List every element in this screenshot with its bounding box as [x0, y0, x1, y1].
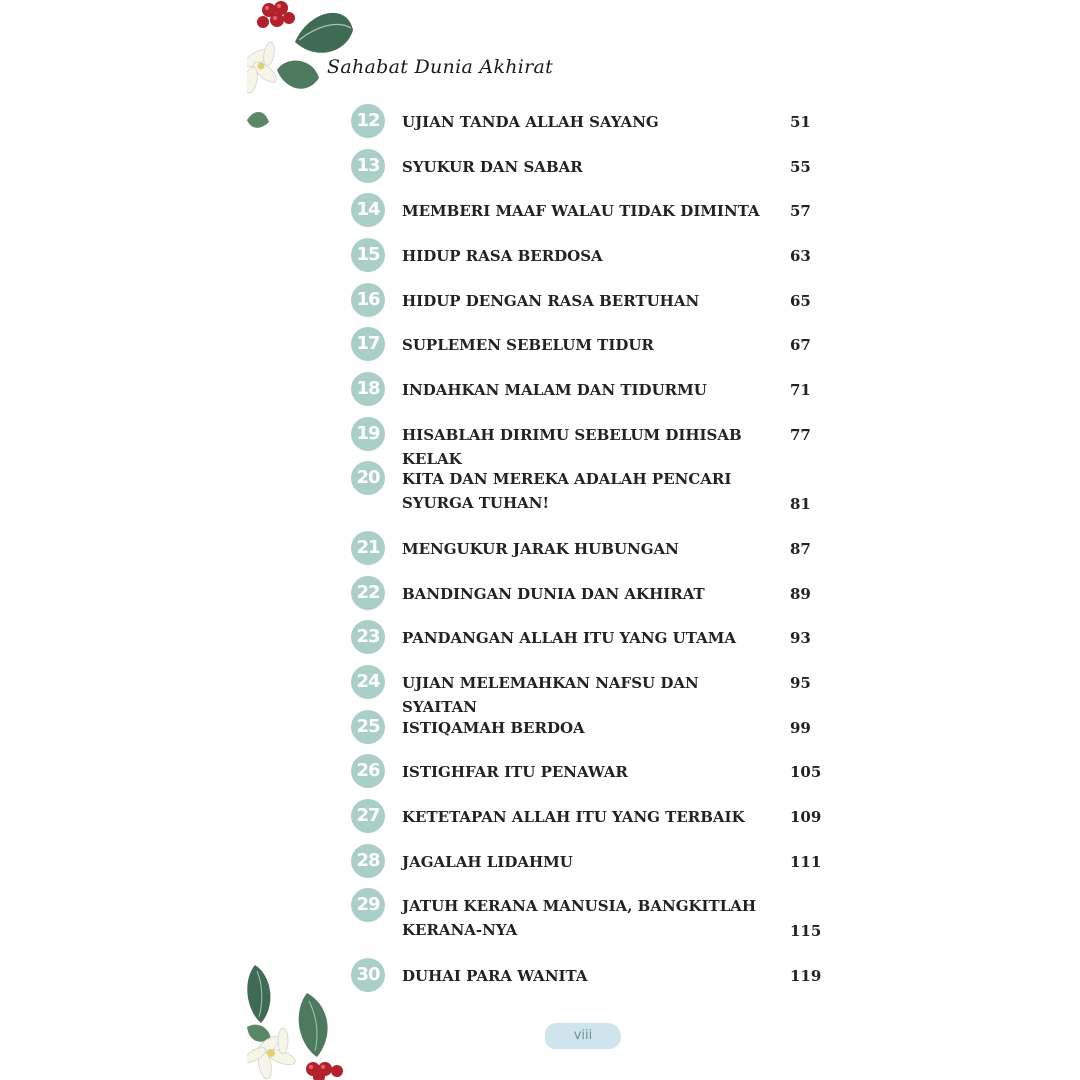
chapter-number-badge: 17	[351, 327, 385, 361]
chapter-page-number: 93	[790, 629, 811, 647]
chapter-title: HIDUP RASA BERDOSA	[402, 247, 603, 265]
chapter-page-number: 71	[790, 381, 811, 399]
chapter-page-number: 87	[790, 540, 811, 558]
chapter-title: DUHAI PARA WANITA	[402, 967, 588, 985]
chapter-page-number: 109	[790, 808, 822, 826]
chapter-number-badge: 16	[351, 283, 385, 317]
chapter-title: UJIAN MELEMAHKAN NAFSU DAN SYAITAN	[402, 674, 699, 716]
chapter-title: BANDINGAN DUNIA DAN AKHIRAT	[402, 585, 705, 603]
chapter-number-badge: 26	[351, 754, 385, 788]
chapter-number-badge: 18	[351, 372, 385, 406]
chapter-title: JAGALAH LIDAHMU	[402, 853, 573, 871]
chapter-title: KITA DAN MEREKA ADALAH PENCARI SYURGA TUHAN!	[402, 470, 732, 512]
chapter-page-number: 51	[790, 113, 811, 131]
chapter-number-badge: 30	[351, 958, 385, 992]
chapter-title: UJIAN TANDA ALLAH SAYANG	[402, 113, 659, 131]
chapter-title: MEMBERI MAAF WALAU TIDAK DIMINTA	[402, 202, 760, 220]
chapter-page-number: 81	[790, 495, 811, 513]
chapter-page-number: 65	[790, 292, 811, 310]
chapter-page-number: 115	[790, 922, 822, 940]
chapter-page-number: 67	[790, 336, 811, 354]
chapter-title: PANDANGAN ALLAH ITU YANG UTAMA	[402, 629, 736, 647]
chapter-page-number: 89	[790, 585, 811, 603]
chapter-number-badge: 15	[351, 238, 385, 272]
chapter-title: MENGUKUR JARAK HUBUNGAN	[402, 540, 679, 558]
chapter-number-badge: 19	[351, 417, 385, 451]
chapter-page-number: 111	[790, 853, 822, 871]
book-page	[247, 0, 830, 1080]
chapter-title: HIDUP DENGAN RASA BERTUHAN	[402, 292, 700, 310]
chapter-page-number: 99	[790, 719, 811, 737]
chapter-number-badge: 25	[351, 710, 385, 744]
chapter-page-number: 57	[790, 202, 811, 220]
chapter-number-badge: 27	[351, 799, 385, 833]
chapter-page-number: 55	[790, 158, 811, 176]
chapter-number-badge: 24	[351, 665, 385, 699]
chapter-number-badge: 20	[351, 461, 385, 495]
chapter-number-badge: 14	[351, 193, 385, 227]
page-number: viii	[573, 1028, 593, 1043]
chapter-page-number: 95	[790, 674, 811, 692]
chapter-number-badge: 28	[351, 844, 385, 878]
floral-bottom-decoration	[247, 965, 367, 1080]
chapter-title: JATUH KERANA MANUSIA, BANGKITLAH KERANA-NYA	[402, 897, 757, 939]
chapter-page-number: 63	[790, 247, 811, 265]
book-title: Sahabat Dunia Akhirat	[327, 56, 554, 78]
chapter-page-number: 77	[790, 426, 811, 444]
chapter-number-badge: 12	[351, 104, 385, 138]
chapter-number-badge: 23	[351, 620, 385, 654]
chapter-page-number: 105	[790, 763, 822, 781]
chapter-title: ISTIQAMAH BERDOA	[402, 719, 585, 737]
chapter-page-number: 119	[790, 967, 822, 985]
chapter-title: KETETAPAN ALLAH ITU YANG TERBAIK	[402, 808, 745, 826]
chapter-title: HISABLAH DIRIMU SEBELUM DIHISAB KELAK	[402, 426, 742, 468]
chapter-number-badge: 21	[351, 531, 385, 565]
chapter-title: INDAHKAN MALAM DAN TIDURMU	[402, 381, 707, 399]
chapter-title: ISTIGHFAR ITU PENAWAR	[402, 763, 628, 781]
chapter-number-badge: 29	[351, 888, 385, 922]
chapter-title: SUPLEMEN SEBELUM TIDUR	[402, 336, 654, 354]
chapter-title: SYUKUR DAN SABAR	[402, 158, 583, 176]
chapter-number-badge: 13	[351, 149, 385, 183]
table-of-contents	[247, 0, 830, 1000]
page-number-marker	[545, 1023, 621, 1049]
chapter-number-badge: 22	[351, 576, 385, 610]
